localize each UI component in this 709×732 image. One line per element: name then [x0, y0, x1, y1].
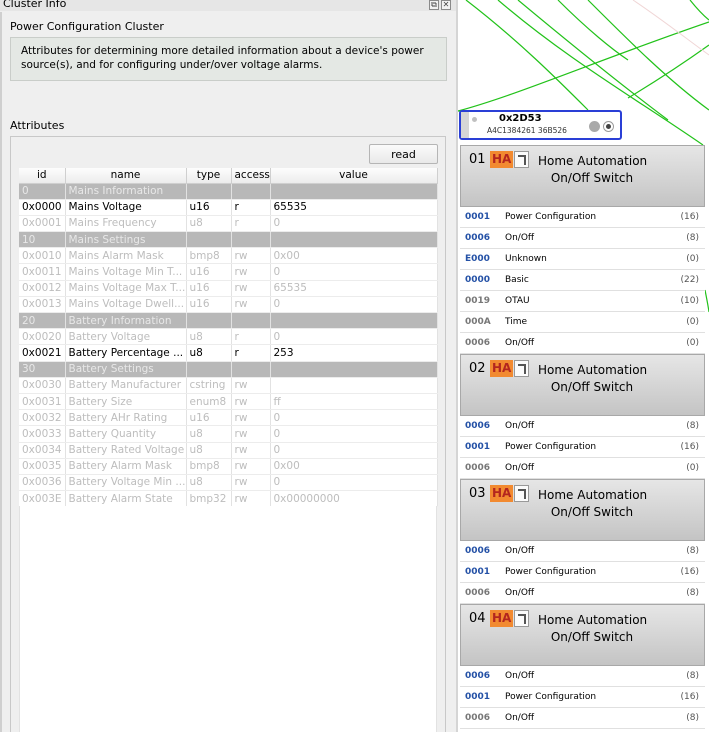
cluster-item[interactable]: [460, 249, 705, 270]
attribute-value-cell: 0: [270, 329, 437, 345]
column-header-access[interactable]: access: [231, 168, 270, 183]
cluster-label: Power Configuration: [505, 212, 597, 222]
attribute-value-cell: 65535: [270, 280, 437, 296]
cluster-item[interactable]: [460, 312, 705, 333]
attribute-group-row[interactable]: [19, 313, 437, 329]
endpoint-header[interactable]: [460, 354, 705, 416]
dock-left-edge: [0, 12, 2, 732]
attribute-value-cell: 0: [270, 442, 437, 458]
attribute-value-cell: [270, 183, 437, 199]
dock-titlebar[interactable]: [0, 0, 456, 11]
cluster-label: On/Off: [505, 671, 535, 681]
attribute-name-cell: Mains Voltage: [65, 199, 186, 215]
attribute-row[interactable]: [19, 458, 437, 474]
attribute-name-cell: Mains Settings: [65, 232, 186, 248]
cluster-attribute-count: (16): [680, 692, 699, 702]
attribute-type-cell: u8: [186, 215, 231, 231]
endpoint-title: [538, 362, 647, 396]
attribute-id-cell: 10: [19, 232, 65, 248]
cluster-item[interactable]: [460, 291, 705, 312]
node-status-led: [472, 117, 477, 122]
attribute-id-cell: 0x0020: [19, 329, 65, 345]
cluster-id: E000: [465, 254, 490, 264]
attribute-value-cell: 0x00000000: [270, 491, 437, 507]
attribute-value-cell: [270, 377, 437, 393]
attribute-name-cell: Battery Quantity: [65, 426, 186, 442]
cluster-item[interactable]: [460, 666, 705, 687]
attribute-id-cell: 20: [19, 313, 65, 329]
attribute-name-cell: Mains Alarm Mask: [65, 248, 186, 264]
node-indicator-icon[interactable]: [589, 121, 600, 132]
attribute-row[interactable]: [19, 474, 437, 490]
link-line: [690, 0, 709, 20]
endpoint-title: [538, 612, 647, 646]
cluster-item[interactable]: [460, 583, 705, 604]
cluster-label: On/Off: [505, 713, 535, 723]
cluster-label: On/Off: [505, 463, 535, 473]
attribute-id-cell: 0x0030: [19, 377, 65, 393]
attribute-access-cell: r: [231, 215, 270, 231]
node-graph-canvas[interactable]: [458, 0, 709, 732]
attribute-row[interactable]: [19, 410, 437, 426]
attribute-name-cell: Mains Voltage Dwell...: [65, 296, 186, 312]
attribute-access-cell: [231, 232, 270, 248]
attribute-access-cell: rw: [231, 248, 270, 264]
cluster-label: Time: [505, 317, 528, 327]
attribute-row[interactable]: [19, 296, 437, 312]
cluster-item[interactable]: [460, 458, 705, 479]
cluster-attribute-count: (0): [686, 463, 699, 473]
link-line: [628, 45, 709, 98]
ha-profile-badge: HA: [492, 152, 512, 166]
node-mac-address: A4C1384261 36B526: [487, 126, 567, 135]
endpoint-number: 03: [469, 486, 486, 501]
cluster-name: Power Configuration Cluster: [10, 20, 164, 33]
cluster-attribute-count: (8): [686, 713, 699, 723]
endpoint-profile-name: Home Automation: [538, 613, 648, 627]
cluster-attribute-count: (8): [686, 421, 699, 431]
attribute-row[interactable]: [19, 377, 437, 393]
attribute-type-cell: u8: [186, 426, 231, 442]
switch-device-icon: [514, 151, 529, 168]
endpoint-profile-name: Home Automation: [538, 488, 648, 502]
attribute-name-cell: Mains Voltage Max T...: [65, 280, 186, 296]
attribute-access-cell: rw: [231, 458, 270, 474]
attribute-access-cell: [231, 313, 270, 329]
cluster-item[interactable]: [460, 228, 705, 249]
cluster-item[interactable]: [460, 687, 705, 708]
cluster-item[interactable]: [460, 207, 705, 228]
cluster-id: 0006: [465, 233, 491, 243]
cluster-item[interactable]: [460, 416, 705, 437]
attribute-value-cell: 65535: [270, 199, 437, 215]
attribute-type-cell: [186, 183, 231, 199]
attribute-value-cell: 0: [270, 296, 437, 312]
cluster-id: 0006: [465, 463, 491, 473]
attribute-value-cell: [270, 313, 437, 329]
attribute-name-cell: Battery Voltage Min ...: [65, 474, 186, 490]
attribute-type-cell: bmp8: [186, 458, 231, 474]
attribute-type-cell: [186, 232, 231, 248]
link-line: [588, 0, 709, 110]
attribute-access-cell: rw: [231, 393, 270, 409]
attribute-name-cell: Battery Alarm Mask: [65, 458, 186, 474]
attribute-row[interactable]: [19, 491, 437, 507]
attribute-access-cell: r: [231, 199, 270, 215]
attribute-access-cell: r: [231, 329, 270, 345]
cluster-label: Unknown: [505, 254, 547, 264]
attribute-id-cell: 0x0034: [19, 442, 65, 458]
endpoint-number: 01: [469, 152, 486, 167]
endpoint-number: 02: [469, 361, 486, 376]
close-dock-icon[interactable]: ✕: [442, 0, 450, 9]
cluster-label: OTAU: [505, 296, 530, 306]
attribute-group-row[interactable]: [19, 232, 437, 248]
attribute-id-cell: 0x0036: [19, 474, 65, 490]
cluster-id: 0000: [465, 275, 491, 285]
attribute-value-cell: 0: [270, 474, 437, 490]
attribute-name-cell: Battery Alarm State: [65, 491, 186, 507]
attribute-name-cell: Battery Percentage ...: [65, 345, 186, 361]
endpoint-profile-name: Home Automation: [538, 363, 648, 377]
attribute-access-cell: rw: [231, 264, 270, 280]
attribute-id-cell: 0x0012: [19, 280, 65, 296]
attribute-type-cell: [186, 313, 231, 329]
attribute-access-cell: rw: [231, 491, 270, 507]
attributes-header-row: [19, 168, 437, 183]
ha-profile-badge: HA: [492, 361, 512, 375]
attribute-type-cell: u8: [186, 329, 231, 345]
attribute-name-cell: Mains Frequency: [65, 215, 186, 231]
attribute-row[interactable]: [19, 426, 437, 442]
attribute-row[interactable]: [19, 280, 437, 296]
attributes-table: [19, 168, 438, 507]
cluster-item[interactable]: [460, 562, 705, 583]
attribute-access-cell: rw: [231, 442, 270, 458]
cluster-label: Power Configuration: [505, 692, 597, 702]
endpoint-title: [538, 153, 647, 187]
attribute-name-cell: Battery Settings: [65, 361, 186, 377]
attribute-value-cell: 0: [270, 426, 437, 442]
cluster-label: Power Configuration: [505, 442, 597, 452]
ha-profile-badge: HA: [492, 611, 512, 625]
link-line: [705, 290, 709, 312]
endpoint-title: [538, 487, 647, 521]
dock-title: Cluster Info: [3, 0, 67, 10]
cluster-attribute-count: (16): [680, 442, 699, 452]
attribute-row[interactable]: [19, 264, 437, 280]
cluster-id: 0006: [465, 713, 491, 723]
cluster-id: 0019: [465, 296, 491, 306]
node-radio-icon[interactable]: [603, 121, 614, 132]
cluster-item[interactable]: [460, 708, 705, 729]
endpoint-header[interactable]: [460, 479, 705, 541]
attribute-type-cell: cstring: [186, 377, 231, 393]
attribute-id-cell: 0x0032: [19, 410, 65, 426]
node-grip[interactable]: [461, 112, 469, 138]
attributes-table-empty-area: [19, 506, 437, 732]
attribute-value-cell: [270, 232, 437, 248]
attribute-type-cell: u16: [186, 296, 231, 312]
attribute-row[interactable]: [19, 442, 437, 458]
attributes-label: Attributes: [10, 119, 65, 132]
attribute-id-cell: 0x0010: [19, 248, 65, 264]
attribute-row[interactable]: [19, 215, 437, 231]
endpoint-header[interactable]: [460, 145, 705, 207]
endpoint-device-name: On/Off Switch: [550, 171, 634, 185]
attribute-type-cell: bmp32: [186, 491, 231, 507]
column-header-value[interactable]: value: [270, 168, 437, 183]
cluster-attribute-count: (16): [680, 567, 699, 577]
cluster-attribute-count: (0): [686, 338, 699, 348]
cluster-attribute-count: (0): [686, 254, 699, 264]
link-line: [458, 22, 709, 111]
attribute-name-cell: Battery Information: [65, 313, 186, 329]
attribute-access-cell: rw: [231, 474, 270, 490]
attribute-id-cell: 0x0031: [19, 393, 65, 409]
attribute-type-cell: u16: [186, 280, 231, 296]
attribute-id-cell: 0x0011: [19, 264, 65, 280]
attribute-name-cell: Battery Rated Voltage: [65, 442, 186, 458]
attribute-row[interactable]: [19, 345, 437, 361]
attribute-name-cell: Battery AHr Rating: [65, 410, 186, 426]
attribute-access-cell: rw: [231, 280, 270, 296]
cluster-label: On/Off: [505, 233, 535, 243]
attribute-value-cell: 253: [270, 345, 437, 361]
attribute-row[interactable]: [19, 199, 437, 215]
cluster-item[interactable]: [460, 270, 705, 291]
cluster-id: 000A: [465, 317, 491, 327]
cluster-attribute-count: (8): [686, 233, 699, 243]
attribute-value-cell: 0x00: [270, 458, 437, 474]
attribute-access-cell: rw: [231, 426, 270, 442]
cluster-id: 0006: [465, 588, 491, 598]
switch-device-icon: [514, 485, 529, 502]
attribute-id-cell: 0x0021: [19, 345, 65, 361]
cluster-attribute-count: (8): [686, 671, 699, 681]
column-header-type[interactable]: type: [186, 168, 231, 183]
attributes-table-body: [19, 183, 437, 507]
attribute-name-cell: Battery Size: [65, 393, 186, 409]
cluster-label: On/Off: [505, 588, 535, 598]
cluster-label: On/Off: [505, 546, 535, 556]
column-header-id[interactable]: id: [19, 168, 65, 183]
cluster-attribute-count: (10): [680, 296, 699, 306]
attribute-type-cell: u16: [186, 199, 231, 215]
float-dock-icon[interactable]: ⧉: [429, 0, 439, 10]
attribute-value-cell: 0x00: [270, 248, 437, 264]
attribute-value-cell: [270, 361, 437, 377]
switch-device-icon: [514, 610, 529, 627]
attribute-row[interactable]: [19, 329, 437, 345]
attribute-type-cell: bmp8: [186, 248, 231, 264]
cluster-id: 0006: [465, 546, 491, 556]
cluster-attribute-count: (0): [686, 317, 699, 327]
column-header-name[interactable]: name: [65, 168, 186, 183]
attribute-type-cell: [186, 361, 231, 377]
attribute-type-cell: u8: [186, 474, 231, 490]
attribute-access-cell: [231, 361, 270, 377]
attribute-group-row[interactable]: [19, 361, 437, 377]
attribute-row[interactable]: [19, 248, 437, 264]
cluster-id: 0001: [465, 692, 491, 702]
attribute-type-cell: u16: [186, 410, 231, 426]
cluster-attribute-count: (8): [686, 588, 699, 598]
cluster-id: 0001: [465, 442, 491, 452]
attribute-type-cell: u16: [186, 264, 231, 280]
attribute-id-cell: 0x0000: [19, 199, 65, 215]
attribute-name-cell: Battery Voltage: [65, 329, 186, 345]
attribute-id-cell: 0x0013: [19, 296, 65, 312]
attribute-value-cell: ff: [270, 393, 437, 409]
attribute-access-cell: rw: [231, 377, 270, 393]
cluster-description: Attributes for determining more detailed information about a device's power source(s), and for configuring under/over voltage alarms.: [10, 37, 447, 81]
cluster-label: On/Off: [505, 338, 535, 348]
cluster-item[interactable]: [460, 333, 705, 354]
endpoint-number: 04: [469, 611, 486, 626]
read-button[interactable]: read: [369, 144, 438, 164]
endpoint-profile-name: Home Automation: [538, 154, 648, 168]
endpoint-device-name: On/Off Switch: [550, 380, 634, 394]
cluster-label: Basic: [505, 275, 529, 285]
cluster-label: On/Off: [505, 421, 535, 431]
node-header[interactable]: [459, 110, 622, 140]
cluster-attribute-count: (22): [680, 275, 699, 285]
attribute-access-cell: [231, 183, 270, 199]
cluster-attribute-count: (8): [686, 546, 699, 556]
cluster-item[interactable]: [460, 437, 705, 458]
ha-profile-badge: HA: [492, 486, 512, 500]
attribute-id-cell: 0x0035: [19, 458, 65, 474]
attribute-id-cell: 0: [19, 183, 65, 199]
attribute-row[interactable]: [19, 393, 437, 409]
attribute-access-cell: rw: [231, 410, 270, 426]
attribute-value-cell: 0: [270, 410, 437, 426]
attribute-id-cell: 0x003E: [19, 491, 65, 507]
cluster-id: 0006: [465, 338, 491, 348]
cluster-id: 0001: [465, 567, 491, 577]
cluster-attribute-count: (16): [680, 212, 699, 222]
attribute-type-cell: u8: [186, 442, 231, 458]
endpoint-device-name: On/Off Switch: [550, 505, 634, 519]
attribute-access-cell: r: [231, 345, 270, 361]
endpoint-header[interactable]: [460, 604, 705, 666]
attribute-access-cell: rw: [231, 296, 270, 312]
cluster-id: 0006: [465, 671, 491, 681]
node-name: 0x2D53: [499, 113, 542, 124]
attribute-value-cell: 0: [270, 215, 437, 231]
attribute-name-cell: Battery Manufacturer: [65, 377, 186, 393]
attribute-type-cell: u8: [186, 345, 231, 361]
attribute-id-cell: 0x0001: [19, 215, 65, 231]
switch-device-icon: [514, 360, 529, 377]
attribute-type-cell: enum8: [186, 393, 231, 409]
cluster-item[interactable]: [460, 541, 705, 562]
attribute-id-cell: 0x0033: [19, 426, 65, 442]
cluster-label: Power Configuration: [505, 567, 597, 577]
attribute-id-cell: 30: [19, 361, 65, 377]
attribute-name-cell: Mains Information: [65, 183, 186, 199]
endpoint-device-name: On/Off Switch: [550, 630, 634, 644]
attribute-name-cell: Mains Voltage Min T...: [65, 264, 186, 280]
attribute-value-cell: 0: [270, 264, 437, 280]
attribute-group-row[interactable]: [19, 183, 437, 199]
link-line: [518, 0, 668, 120]
cluster-id: 0006: [465, 421, 491, 431]
cluster-id: 0001: [465, 212, 491, 222]
